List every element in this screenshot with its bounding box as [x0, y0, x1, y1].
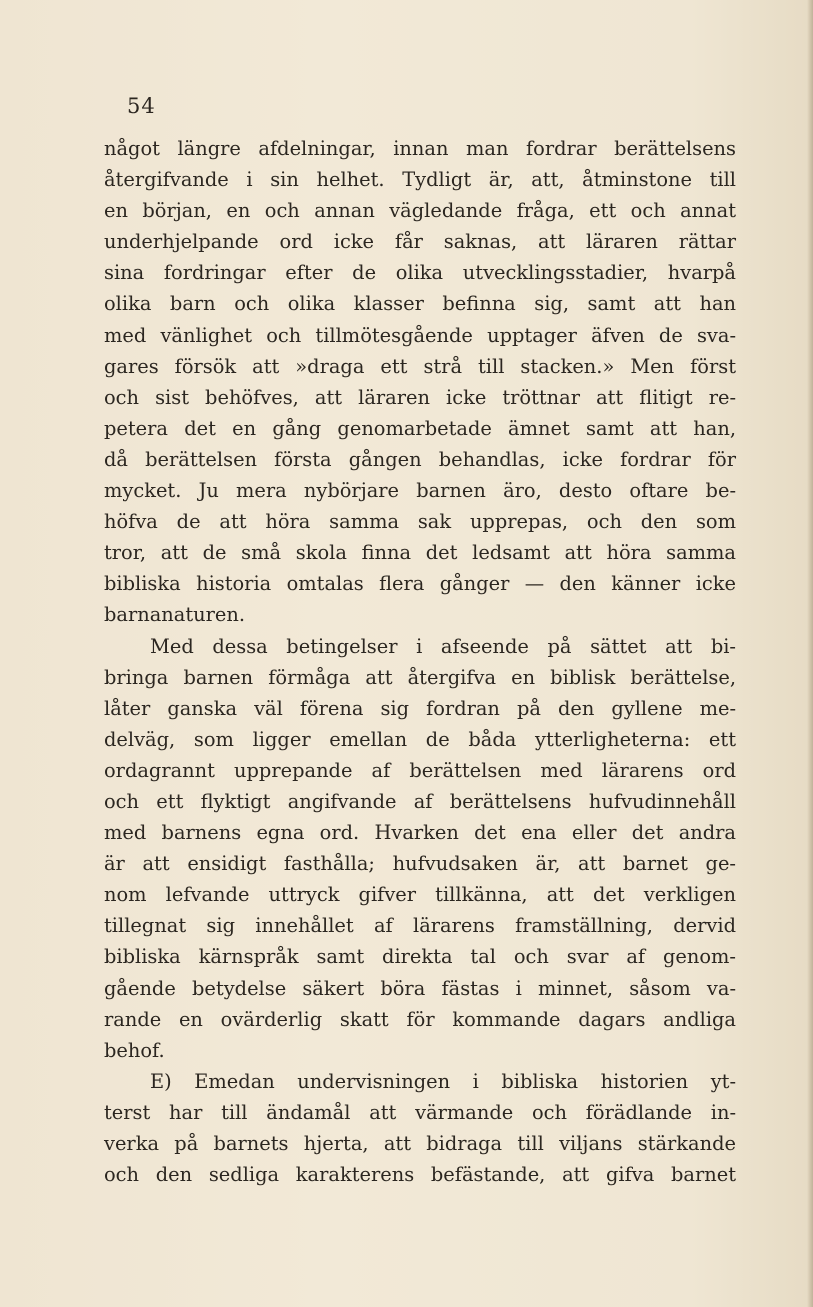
text-line: olika barn och olika klasser befinna sig, samt att han: [104, 292, 736, 316]
text-line: mycket. Ju mera nybörjare barnen äro, desto oftare be-: [104, 479, 736, 503]
text-line: och den sedliga karakterens befästande, att gifva barnet: [104, 1163, 736, 1187]
text-line: höfva de att höra samma sak upprepas, och den som: [104, 510, 736, 534]
text-line: underhjelpande ord icke får saknas, att läraren rättar: [104, 230, 736, 254]
text-line: bibliska kärnspråk samt direkta tal och svar af genom-: [104, 945, 736, 969]
text-line: tillegnat sig innehållet af lärarens framställning, dervid: [104, 914, 736, 938]
page-number: 54: [127, 94, 156, 118]
text-line: behof.: [104, 1038, 165, 1062]
text-line: gående betydelse säkert böra fästas i minnet, såsom va-: [104, 976, 736, 1000]
text-line: sina fordringar efter de olika utvecklingsstadier, hvarpå: [104, 261, 736, 285]
text-line: bringa barnen förmåga att återgifva en biblisk berättelse,: [104, 665, 736, 689]
text-line: delväg, som ligger emellan de båda ytterligheterna: ett: [104, 727, 736, 751]
paragraph-1: [104, 133, 736, 631]
text-line: återgifvande i sin helhet. Tydligt är, att, åtminstone till: [104, 168, 736, 192]
text-line: barnanaturen.: [104, 603, 246, 627]
text-line: med vänlighet och tillmötesgående upptager äfven de sva-: [104, 323, 736, 347]
text-line: något längre afdelningar, innan man fordrar berättelsens: [104, 137, 736, 160]
text-line: tror, att de små skola finna det ledsamt att höra samma: [104, 541, 736, 565]
text-line: petera det en gång genomarbetade ämnet samt att han,: [104, 416, 736, 440]
text-line: med barnens egna ord. Hvarken det ena eller det andra: [104, 821, 736, 845]
text-line: ordagrannt upprepande af berättelsen med lärarens ord: [104, 758, 736, 782]
text-line: Med dessa betingelser i afseende på sättet att bi-: [150, 634, 736, 658]
text-line: bibliska historia omtalas flera gånger — den känner icke: [104, 572, 736, 596]
text-line: och ett flyktigt angifvande af berättelsens hufvudinnehåll: [104, 789, 736, 813]
text-line: gares försök att »draga ett strå till stacken.» Men först: [104, 354, 736, 378]
text-line: låter ganska väl förena sig fordran på den gyllene me-: [104, 696, 736, 720]
text-line: nom lefvande uttryck gifver tillkänna, att det verkligen: [104, 883, 736, 907]
text-line: rande en ovärderlig skatt för kommande dagars andliga: [104, 1007, 736, 1031]
body-text: [104, 133, 736, 1190]
text-line: och sist behöfves, att läraren icke tröttnar att flitigt re-: [104, 385, 736, 409]
text-line: E) Emedan undervisningen i bibliska historien yt-: [150, 1069, 736, 1093]
text-line: verka på barnets hjerta, att bidraga till viljans stärkande: [104, 1132, 736, 1155]
paragraph-2: [104, 631, 736, 1066]
text-line: då berättelsen första gången behandlas, icke fordrar för: [104, 447, 736, 471]
text-line: terst har till ändamål att värmande och förädlande in-: [104, 1100, 736, 1124]
text-line: är att ensidigt fasthålla; hufvudsaken är, att barnet ge-: [104, 852, 736, 876]
page-edge-shadow: [807, 0, 813, 1307]
paragraph-3: [104, 1066, 736, 1190]
text-line: en början, en och annan vägledande fråga, ett och annat: [104, 199, 736, 223]
